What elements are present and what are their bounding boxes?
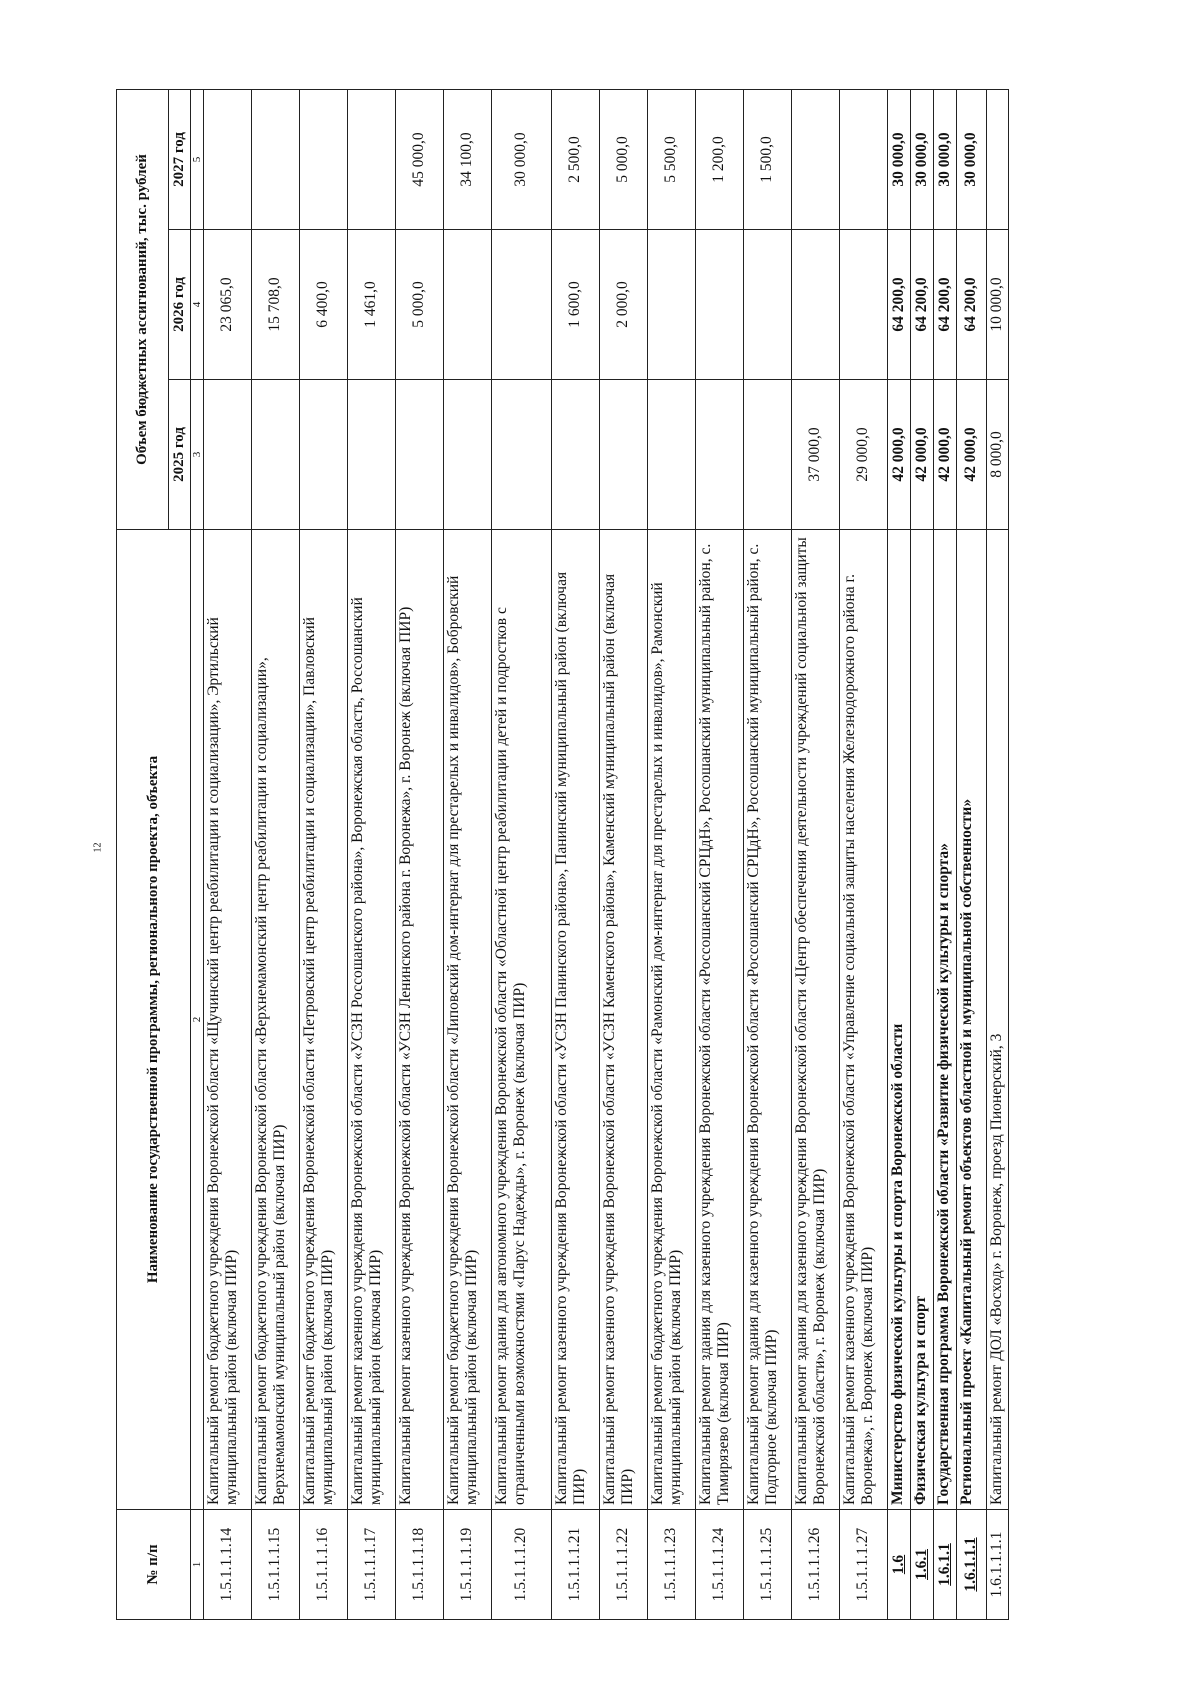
row-value-2025	[600, 380, 648, 530]
table-row	[252, 89, 300, 1619]
header-2027: 2027 год	[169, 89, 191, 229]
colnum-5: 5	[191, 89, 204, 229]
table-row	[300, 89, 348, 1619]
row-value-2026: 6 400,0	[300, 230, 348, 380]
row-name: Капитальный ремонт казенного учреждения Воронежской области «УСЗН Россошанского района», Воронежская область, Россошанский муниципальный район (включая ПИР)	[348, 530, 396, 1510]
table-row	[492, 89, 552, 1619]
colnum-4: 4	[191, 230, 204, 380]
row-value-2026	[444, 230, 492, 380]
header-2025: 2025 год	[169, 380, 191, 530]
table-row	[600, 89, 648, 1619]
table-row	[840, 89, 888, 1619]
row-value-2027: 30 000,0	[911, 89, 934, 229]
colnum-3: 3	[191, 380, 204, 530]
row-value-2027: 1 500,0	[744, 89, 792, 229]
row-value-2026: 64 200,0	[957, 230, 987, 380]
table-row	[396, 89, 444, 1619]
row-value-2026: 15 708,0	[252, 230, 300, 380]
rotated-table-container	[116, 90, 1081, 1620]
row-value-2027	[204, 89, 252, 229]
row-name: Региональный проект «Капитальный ремонт объектов областной и муниципальной собственности»	[957, 530, 987, 1510]
row-value-2027: 1 200,0	[696, 89, 744, 229]
row-value-2025	[492, 380, 552, 530]
row-value-2025: 37 000,0	[792, 380, 840, 530]
row-name: Капитальный ремонт бюджетного учреждения Воронежской области «Верхнемамонский центр реабилитации и социализации», Верхнемамонский муниципальный район (включая ПИР)	[252, 530, 300, 1510]
row-number: 1.6.1.1	[934, 1510, 957, 1620]
row-name: Физическая культура и спорт	[911, 530, 934, 1510]
row-value-2026: 10 000,0	[987, 230, 1009, 380]
row-value-2026	[792, 230, 840, 380]
budget-table	[116, 89, 1009, 1620]
header-number: № п/п	[117, 1510, 191, 1620]
row-value-2025	[252, 380, 300, 530]
table-row	[348, 89, 396, 1619]
row-number: 1.5.1.1.1.25	[744, 1510, 792, 1620]
row-name: Капитальный ремонт здания для казенного учреждения Воронежской области «Центр обеспечения деятельности учреждений социальной защиты Воронежской области», г. Воронеж (включая ПИР)	[792, 530, 840, 1510]
row-name: Министерство физической культуры и спорта Воронежской области	[888, 530, 911, 1510]
row-value-2025: 42 000,0	[911, 380, 934, 530]
row-name: Капитальный ремонт здания для казенного учреждения Воронежской области «Россошанский СРЦдН», Россошанский муниципальный район, с. Подгорное (включая ПИР)	[744, 530, 792, 1510]
header-name: Наименование государственной программы, регионального проекта, объекта	[117, 530, 191, 1510]
row-value-2025	[696, 380, 744, 530]
row-value-2025	[648, 380, 696, 530]
table-row	[696, 89, 744, 1619]
row-name: Капитальный ремонт бюджетного учреждения Воронежской области «Липовский дом-интернат для престарелых и инвалидов», Бобровский муниципальный район (включая ПИР)	[444, 530, 492, 1510]
row-value-2025	[348, 380, 396, 530]
row-value-2026	[696, 230, 744, 380]
row-number: 1.5.1.1.1.20	[492, 1510, 552, 1620]
table-row	[792, 89, 840, 1619]
row-value-2027: 5 500,0	[648, 89, 696, 229]
row-value-2027	[840, 89, 888, 229]
table-row	[552, 89, 600, 1619]
row-value-2026	[648, 230, 696, 380]
row-value-2026: 1 461,0	[348, 230, 396, 380]
table-row	[744, 89, 792, 1619]
row-value-2025	[396, 380, 444, 530]
row-value-2026	[744, 230, 792, 380]
row-name: Капитальный ремонт казенного учреждения Воронежской области «УСЗН Каменского района», Каменский муниципальный район (включая ПИР)	[600, 530, 648, 1510]
row-value-2026: 1 600,0	[552, 230, 600, 380]
row-number: 1.6.1.1.1	[957, 1510, 987, 1620]
row-value-2026	[492, 230, 552, 380]
row-value-2026: 23 065,0	[204, 230, 252, 380]
table-row	[888, 89, 911, 1619]
row-value-2027: 34 100,0	[444, 89, 492, 229]
row-value-2027: 30 000,0	[492, 89, 552, 229]
row-value-2025: 29 000,0	[840, 380, 888, 530]
row-name: Капитальный ремонт казенного учреждения Воронежской области «УСЗН Ленинского района г. Воронежа», г. Воронеж (включая ПИР)	[396, 530, 444, 1510]
row-number: 1.5.1.1.1.15	[252, 1510, 300, 1620]
row-number: 1.5.1.1.1.23	[648, 1510, 696, 1620]
row-value-2027: 30 000,0	[888, 89, 911, 229]
row-number: 1.5.1.1.1.21	[552, 1510, 600, 1620]
table-row	[934, 89, 957, 1619]
row-value-2027	[252, 89, 300, 229]
table-row	[444, 89, 492, 1619]
table-row	[648, 89, 696, 1619]
row-value-2027	[987, 89, 1009, 229]
row-value-2026: 64 200,0	[934, 230, 957, 380]
header-amount-group: Объем бюджетных ассигнований, тыс. рублей	[117, 89, 169, 529]
row-name: Капитальный ремонт бюджетного учреждения Воронежской области «Щучинский центр реабилитации и социализации», Эртильский муниципальный район (включая ПИР)	[204, 530, 252, 1510]
table-row	[987, 89, 1009, 1619]
row-number: 1.5.1.1.1.27	[840, 1510, 888, 1620]
row-value-2026: 2 000,0	[600, 230, 648, 380]
table-row	[957, 89, 987, 1619]
table-row	[204, 89, 252, 1619]
row-number: 1.5.1.1.1.14	[204, 1510, 252, 1620]
table-row	[911, 89, 934, 1619]
row-value-2025: 8 000,0	[987, 380, 1009, 530]
row-value-2025	[552, 380, 600, 530]
row-value-2025: 42 000,0	[957, 380, 987, 530]
row-value-2027	[348, 89, 396, 229]
row-number: 1.6.1	[911, 1510, 934, 1620]
row-value-2027: 30 000,0	[957, 89, 987, 229]
row-name: Государственная программа Воронежской области «Развитие физической культуры и спорта»	[934, 530, 957, 1510]
row-value-2025: 42 000,0	[888, 380, 911, 530]
row-name: Капитальный ремонт казенного учреждения Воронежской области «Управление социальной защиты населения Железнодорожного района г. Воронежа», г. Воронеж (включая ПИР)	[840, 530, 888, 1510]
page-number: 12	[92, 842, 104, 853]
row-value-2027: 30 000,0	[934, 89, 957, 229]
row-value-2025	[300, 380, 348, 530]
row-value-2025	[204, 380, 252, 530]
row-value-2026: 64 200,0	[888, 230, 911, 380]
colnum-1: 1	[191, 1510, 204, 1620]
row-number: 1.6.1.1.1.1	[987, 1510, 1009, 1620]
row-number: 1.5.1.1.1.17	[348, 1510, 396, 1620]
row-name: Капитальный ремонт бюджетного учреждения Воронежской области «Петровский центр реабилитации и социализации», Павловский муниципальный район (включая ПИР)	[300, 530, 348, 1510]
row-name: Капитальный ремонт здания для автономного учреждения Воронежской области «Областной центр реабилитации детей и подростков с ограниченными возможностями «Парус Надежды», г. Воронеж (включая ПИР)	[492, 530, 552, 1510]
row-value-2027: 45 000,0	[396, 89, 444, 229]
row-value-2025	[444, 380, 492, 530]
row-number: 1.6	[888, 1510, 911, 1620]
row-value-2026: 64 200,0	[911, 230, 934, 380]
row-value-2026	[840, 230, 888, 380]
row-number: 1.5.1.1.1.19	[444, 1510, 492, 1620]
row-name: Капитальный ремонт казенного учреждения Воронежской области «УСЗН Панинского района», Панинский муниципальный район (включая ПИР)	[552, 530, 600, 1510]
row-number: 1.5.1.1.1.24	[696, 1510, 744, 1620]
colnum-2: 2	[191, 530, 204, 1510]
table-body	[204, 89, 1009, 1619]
header-2026: 2026 год	[169, 230, 191, 380]
row-value-2025	[744, 380, 792, 530]
row-number: 1.5.1.1.1.26	[792, 1510, 840, 1620]
row-value-2025: 42 000,0	[934, 380, 957, 530]
row-number: 1.5.1.1.1.22	[600, 1510, 648, 1620]
row-number: 1.5.1.1.1.18	[396, 1510, 444, 1620]
row-value-2026: 5 000,0	[396, 230, 444, 380]
row-value-2027	[792, 89, 840, 229]
row-number: 1.5.1.1.1.16	[300, 1510, 348, 1620]
row-value-2027	[300, 89, 348, 229]
row-name: Капитальный ремонт ДОЛ «Восход» г. Воронеж, проезд Пионерский, 3	[987, 530, 1009, 1510]
row-value-2027: 2 500,0	[552, 89, 600, 229]
row-name: Капитальный ремонт здания для казенного учреждения Воронежской области «Россошанский СРЦдН», Россошанский муниципальный район, с. Тимирязево (включая ПИР)	[696, 530, 744, 1510]
row-value-2027: 5 000,0	[600, 89, 648, 229]
row-name: Капитальный ремонт бюджетного учреждения Воронежской области «Рамонский дом-интернат для престарелых и инвалидов», Рамонский муниципальный район (включая ПИР)	[648, 530, 696, 1510]
